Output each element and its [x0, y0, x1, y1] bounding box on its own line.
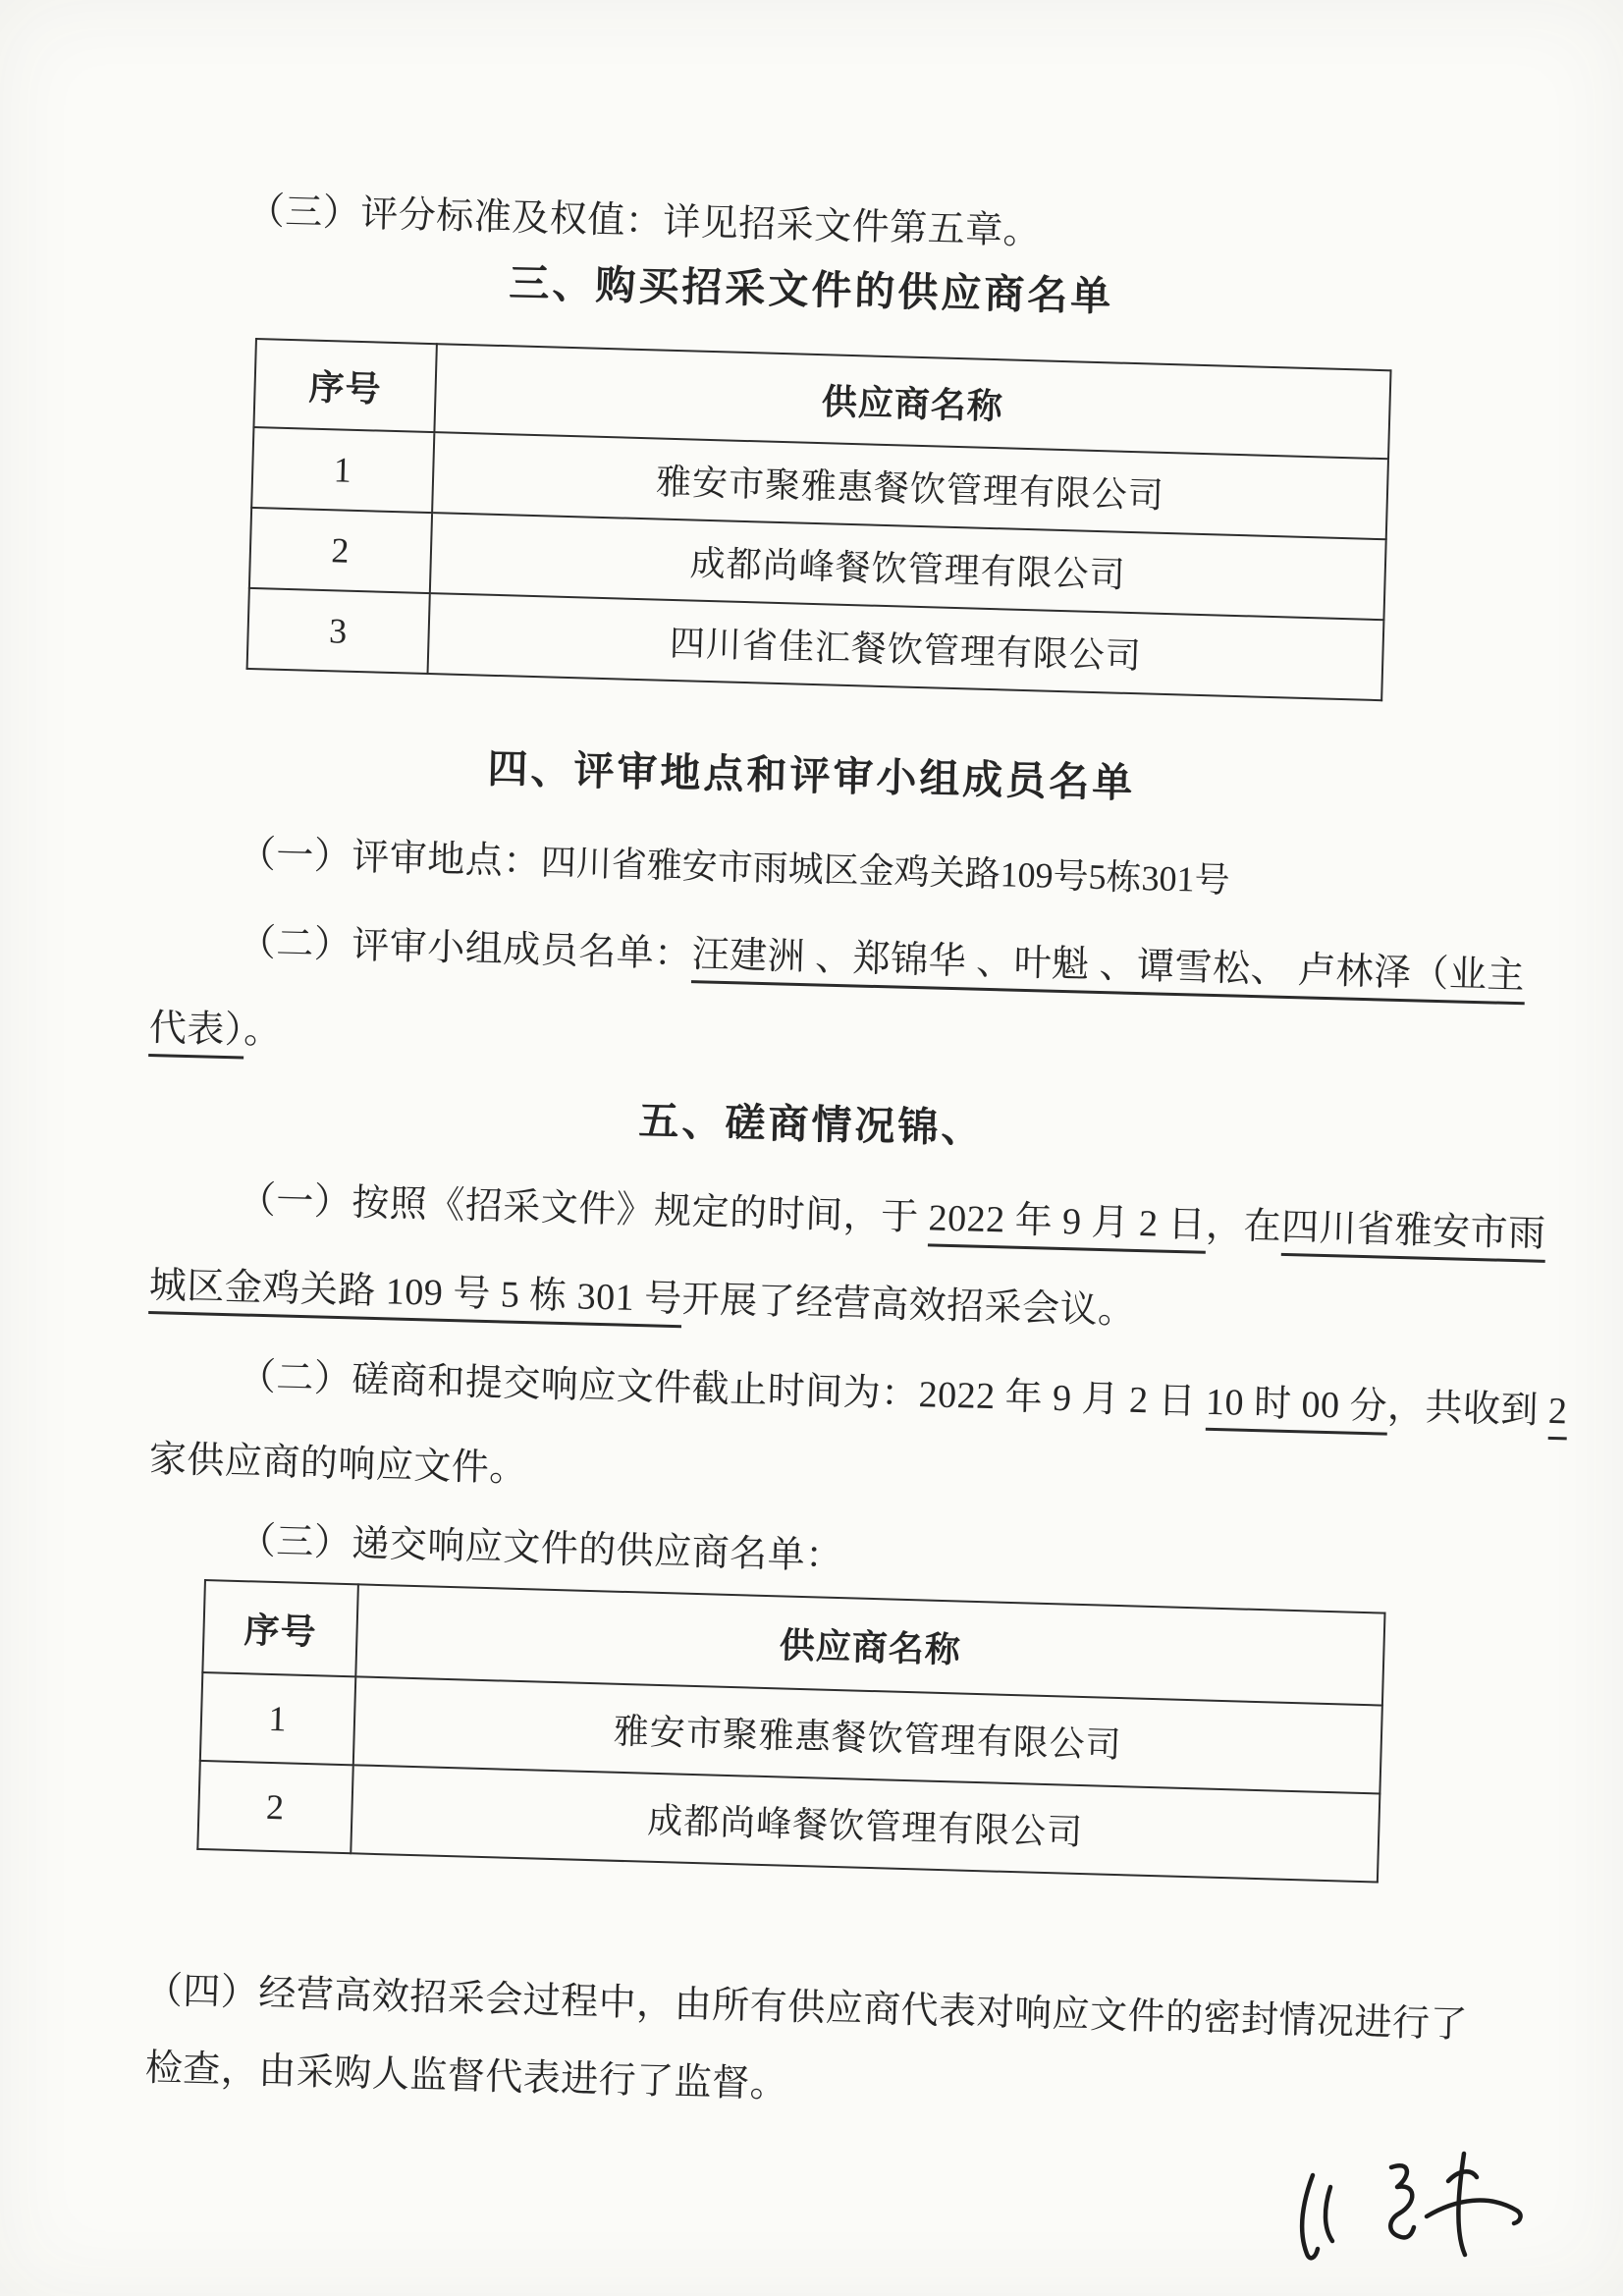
col-header-supplier-name: 供应商名称 — [355, 1584, 1384, 1705]
negotiation-suffix: 开展了经营高效招采会议。 — [681, 1279, 1137, 1333]
negotiation-date: 2022 年 9 月 2 日 — [928, 1197, 1207, 1253]
signature-stroke — [1325, 2187, 1332, 2241]
scoring-standard-line: （三）评分标准及权值：详见招采文件第五章。 — [246, 191, 1042, 253]
supplier-name-cell: 雅安市聚雅惠餐饮管理有限公司 — [353, 1676, 1382, 1793]
supplier-name-cell: 四川省佳汇餐饮管理有限公司 — [428, 593, 1384, 700]
deadline-prefix: （二）磋商和提交响应文件截止时间为：2022 年 9 月 2 日 — [238, 1356, 1207, 1423]
received-count: 2 — [1547, 1391, 1568, 1440]
negotiation-place-part1: 四川省雅安市雨 — [1280, 1207, 1546, 1263]
negotiation-place-part2: 城区金鸡关路 109 号 5 栋 301 号 — [148, 1265, 682, 1328]
review-panel-label: （二）评审小组成员名单： — [238, 922, 693, 976]
suppliers-purchased-table — [246, 338, 1392, 701]
signature-stroke — [1302, 2175, 1318, 2258]
review-panel-line — [238, 911, 1526, 999]
review-location-line — [238, 823, 1230, 902]
submitted-suppliers-line: （三）递交响应文件的供应商名单： — [238, 1520, 844, 1578]
deadline-line-cont: 家供应商的响应文件。 — [148, 1439, 528, 1491]
row-number-cell: 1 — [200, 1672, 355, 1765]
col-header-supplier-name: 供应商名称 — [434, 344, 1390, 459]
deadline-time: 10 时 00 分 — [1205, 1382, 1387, 1436]
supplier-name-cell: 成都尚峰餐饮管理有限公司 — [351, 1765, 1380, 1882]
sealing-check-line2: 检查，由采购人监督代表进行了监督。 — [144, 2048, 788, 2106]
section5-heading: 五、磋商情况锦、 — [637, 1098, 985, 1151]
review-location-value: 四川省雅安市雨城区金鸡关路109号5栋301号 — [540, 843, 1231, 901]
suppliers-submitted-table — [196, 1579, 1385, 1884]
sealing-check-line1: （四）经营高效招采会过程中，由所有供应商代表对响应文件的密封情况进行了 — [144, 1970, 1469, 2047]
section3-heading: 三、购买招采文件的供应商名单 — [508, 260, 1114, 319]
handwritten-signature — [1271, 2136, 1537, 2293]
supplier-name-cell: 成都尚峰餐饮管理有限公司 — [430, 513, 1386, 620]
row-number-cell: 3 — [247, 588, 430, 674]
review-location-label: （一）评审地点： — [238, 834, 542, 884]
signature-stroke — [1427, 2201, 1521, 2223]
signature-stroke — [1390, 2165, 1414, 2237]
deadline-mid: ，共收到 — [1386, 1386, 1549, 1432]
negotiation-place-line — [148, 1254, 1136, 1334]
col-header-no: 序号 — [253, 339, 436, 432]
sentence-end: 。 — [243, 1010, 283, 1053]
row-number-cell: 1 — [251, 427, 434, 513]
review-panel-names: 汪建洲 、郑锦华 、叶魁 、谭雪松、 卢林泽（业主 — [691, 934, 1526, 1005]
section4-heading: 四、评审地点和评审小组成员名单 — [486, 745, 1136, 806]
col-header-no: 序号 — [202, 1580, 358, 1676]
supplier-name-cell: 雅安市聚雅惠餐饮管理有限公司 — [432, 432, 1388, 539]
review-panel-line-cont — [148, 997, 282, 1055]
review-panel-names-cont: 代表） — [148, 1008, 244, 1060]
negotiation-time-line — [238, 1169, 1546, 1257]
negotiation-mid: ，在 — [1205, 1204, 1282, 1248]
row-number-cell: 2 — [249, 508, 432, 593]
negotiation-time-prefix: （一）按照《招采文件》规定的时间，于 — [238, 1179, 930, 1239]
deadline-line — [238, 1345, 1568, 1434]
row-number-cell: 2 — [197, 1761, 352, 1853]
